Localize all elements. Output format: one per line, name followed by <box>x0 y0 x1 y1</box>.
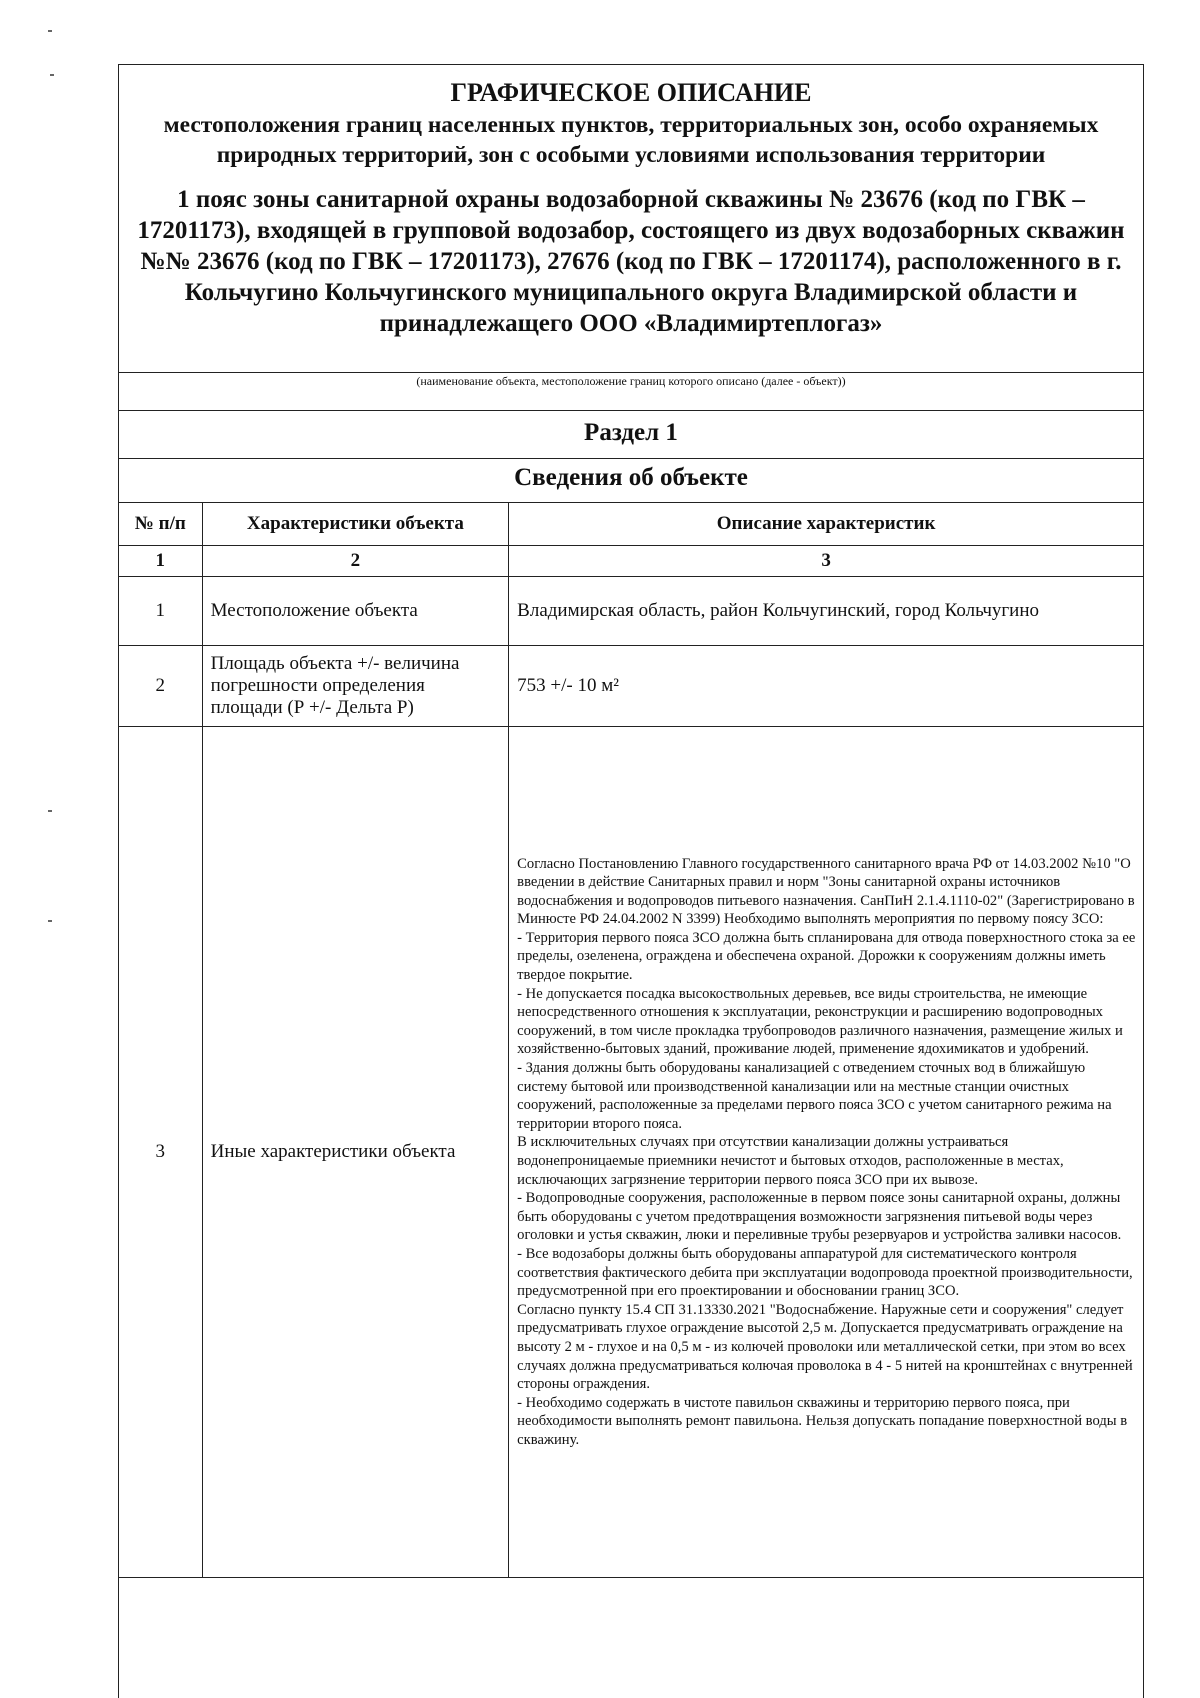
description-paragraph: В исключительных случаях при отсутствии канализации должны устраиваться водонепроницаемые приемники нечистот и бытовых отходов, расположенные в местах, исключающих загрязнение территории первого пояса ЗСО при их вывозе. <box>517 1134 1064 1188</box>
table-row <box>119 577 1144 646</box>
row-number: 2 <box>119 646 203 727</box>
header-divider <box>118 372 1144 373</box>
table-row <box>119 727 1144 1578</box>
section-subtitle: Сведения об объекте <box>514 464 748 491</box>
table-header-row <box>119 503 1144 546</box>
section-divider <box>118 458 1144 459</box>
column-number: 3 <box>509 546 1144 577</box>
row-number: 3 <box>119 727 203 1578</box>
scan-mark <box>48 810 52 812</box>
row-description: 753 +/- 10 м² <box>509 646 1144 727</box>
description-paragraph: - Здания должны быть оборудованы канализацией с отведением сточных вод в ближайшую систему бытовой или производственной канализации или на местные станции очистных сооружений, расположенные за пределами первого пояса ЗСО с учетом санитарного режима на территории второго пояса. <box>517 1060 1112 1132</box>
column-header-characteristic: Характеристики объекта <box>202 503 509 546</box>
description-paragraph: - Водопроводные сооружения, расположенные в первом поясе зоны санитарной охраны, должны быть оборудованы с учетом предотвращения возможности загрязнения питьевой воды через оголовки и устья скважин, люки и переливные трубы резервуаров и устройства заливки насосов. <box>517 1190 1122 1244</box>
column-number: 1 <box>119 546 203 577</box>
row-number: 1 <box>119 577 203 646</box>
column-number-row <box>119 546 1144 577</box>
caption-divider <box>118 410 1144 411</box>
table-row <box>119 646 1144 727</box>
object-name: 1 пояс зоны санитарной охраны водозаборной скважины № 23676 (код по ГВК – 17201173), входящей в групповой водозабор, состоящего из двух водозаборных скважин №№ 23676 (код по ГВК – 17201173), 27676 (код по ГВК – 17201174), расположенного в г. Кольчугино Кольчугинского муниципального округа Владимирской области и принадлежащего ООО «Владимиртеплогаз» <box>137 186 1125 337</box>
row-characteristic: Площадь объекта +/- величина погрешности определения площади (Р +/- Дельта Р) <box>202 646 509 727</box>
description-paragraph: - Все водозаборы должны быть оборудованы аппаратурой для систематического контроля соответствия фактического дебита при эксплуатации водопровода проектной производительности, предусмотренной при его проектировании и обосновании границ ЗСО. <box>517 1245 1133 1300</box>
scan-mark <box>50 74 54 76</box>
row-characteristic: Иные характеристики объекта <box>202 727 509 1578</box>
description-paragraph: Согласно Постановлению Главного государственного санитарного врача РФ от 14.03.2002 №10 "О введении в действие Санитарных правил и норм "Зоны санитарной охраны источников водоснабжения и водопроводов питьевого назначения. СанПиН 2.1.4.1110-02" (Зарегистрировано в Минюсте РФ 24.04.2002 N 3399) Необходимо выполнять мероприятия по первому поясу ЗСО: <box>517 855 1135 928</box>
row-characteristic: Местоположение объекта <box>202 577 509 646</box>
row-description: Владимирская область, район Кольчугинский, город Кольчугино <box>509 577 1144 646</box>
document-title: ГРАФИЧЕСКОЕ ОПИСАНИЕ <box>450 78 812 107</box>
description-paragraph: - Не допускается посадка высокоствольных деревьев, все виды строительства, не имеющие непосредственного отношения к эксплуатации, реконструкции и расширению водопроводных сооружений, в том числе прокладка трубопроводов различного назначения, размещение жилых и хозяйственно-бытовых зданий, проживание людей, применение ядохимикатов и удобрений. <box>517 985 1123 1058</box>
column-number: 2 <box>202 546 509 577</box>
object-name-caption: (наименование объекта, местоположение границ которого описано (далее - объект)) <box>416 374 846 388</box>
scan-mark <box>48 920 52 922</box>
description-paragraph: Согласно пункту 15.4 СП 31.13330.2021 "Водоснабжение. Наружные сети и сооружения" следует предусматривать глухое ограждение высотой 2,5 м. Допускается предусматривать ограждение на высоту 2 м - глухое и на 0,5 м - из колючей проволоки или металлической сетки, при этом во всех случаях должна предусматриваться колючая проволока в 4 - 5 нитей на кронштейнах с внутренней стороны ограждения. <box>517 1301 1133 1393</box>
document-subtitle: местоположения границ населенных пунктов, территориальных зон, особо охраняемых природных территорий, зон с особыми условиями использования территории <box>163 112 1099 168</box>
description-paragraph: - Необходимо содержать в чистоте павильон скважины и территорию первого пояса, при необходимости выполнять ремонт павильона. Нельзя допускать попадание поверхностной воды в скважину. <box>517 1394 1128 1448</box>
column-header-description: Описание характеристик <box>509 503 1144 546</box>
section-title: Раздел 1 <box>584 419 678 446</box>
document-header <box>118 64 1144 339</box>
object-info-table <box>118 502 1144 1578</box>
row-description <box>509 727 1144 1578</box>
column-header-number: № п/п <box>119 503 203 546</box>
description-paragraph: - Территория первого пояса ЗСО должна быть спланирована для отвода поверхностного стока за ее пределы, озеленена, ограждена и обеспечена охраной. Дорожки к сооружениям должны иметь твердое покрытие. <box>517 929 1136 984</box>
scan-mark <box>48 30 52 32</box>
